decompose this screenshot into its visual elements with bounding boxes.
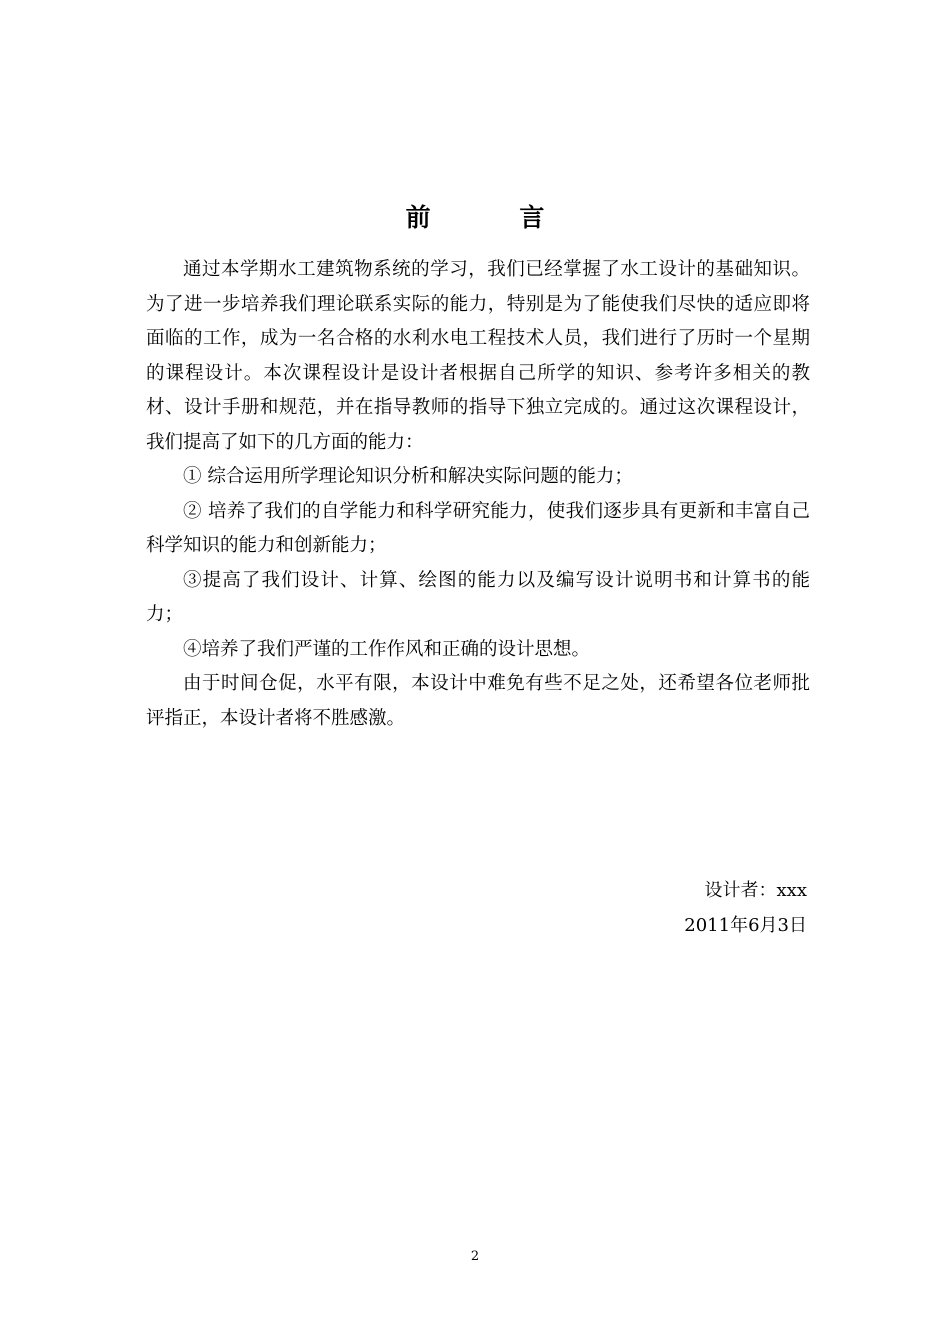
preface-body (146, 253, 810, 736)
paragraph-intro: 通过本学期水工建筑物系统的学习，我们已经掌握了水工设计的基础知识。为了进一步培养我们理论联系实际的能力，特别是为了能使我们尽快的适应即将面临的工作，成为一名合格的水利水电工程技术人员，我们进行了历时一个星期的课程设计。本次课程设计是设计者根据自己所学的知识、参考许多相关的教材、设计手册和规范，并在指导教师的指导下独立完成的。通过这次课程设计，我们提高了如下的几方面的能力： (146, 259, 810, 453)
list-item-4: ④培养了我们严谨的工作作风和正确的设计思想。 (183, 638, 591, 660)
signature-date: 2011年6月3日 (684, 915, 807, 936)
list-item-2: ② 培养了我们的自学能力和科学研究能力，使我们逐步具有更新和丰富自己科学知识的能力和创新能力； (146, 500, 810, 556)
list-item-1: ① 综合运用所学理论知识分析和解决实际问题的能力； (183, 466, 633, 487)
list-item-3: ③提高了我们设计、计算、绘图的能力以及编写设计说明书和计算书的能力； (146, 569, 810, 625)
page-number: 2 (470, 1249, 480, 1264)
designer-signature: 设计者：xxx (704, 880, 807, 901)
page-title: 前 言 (405, 203, 585, 232)
paragraph-closing: 由于时间仓促，水平有限，本设计中难免有些不足之处，还希望各位老师批评指正，本设计者将不胜感激。 (146, 673, 810, 729)
